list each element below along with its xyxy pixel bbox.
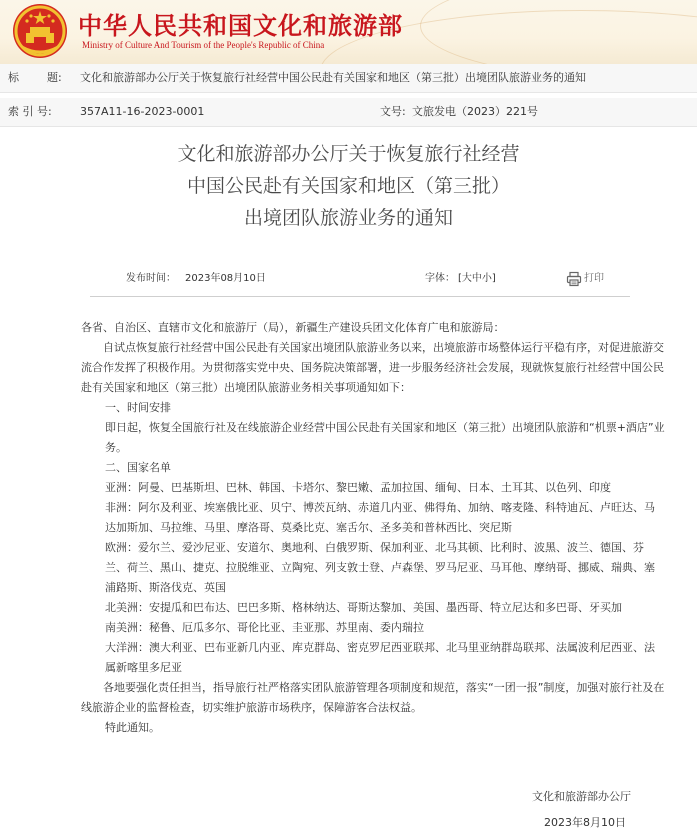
signature-org: 文化和旅游部办公厅	[532, 790, 631, 803]
site-header-banner	[0, 0, 697, 64]
section-time-text: 即日起，恢复全国旅行社及在线旅游企业经营中国公民赴有关国家和地区（第三批）出境团队旅游和“机票+酒店”业务。	[105, 421, 665, 454]
region-north-america: 北美洲：安提瓜和巴布达、巴巴多斯、格林纳达、哥斯达黎加、美国、墨西哥、特立尼达和多巴哥、牙买加	[105, 601, 622, 614]
print-label: 打印	[584, 273, 604, 284]
signature-date: 2023年8月10日	[544, 816, 626, 829]
article-title	[0, 138, 697, 234]
region-europe: 欧洲：爱尔兰、爱沙尼亚、安道尔、奥地利、白俄罗斯、保加利亚、北马其顿、比利时、波黑、波兰、德国、芬兰、荷兰、黑山、捷克、拉脱维亚、立陶宛、列支敦士登、卢森堡、罗马尼亚、马耳他、摩纳哥、挪威、瑞典、塞浦路斯、斯洛伐克、英国	[105, 541, 655, 594]
decorative-wave	[420, 0, 697, 64]
site-title[interactable]: 中华人民共和国文化和旅游部	[78, 11, 403, 40]
article-title-line: 中国公民赴有关国家和地区（第三批）	[186, 175, 510, 197]
greeting-paragraph: 各省、自治区、直辖市文化和旅游厅（局），新疆生产建设兵团文化体育广电和旅游局：	[81, 321, 505, 334]
special-notice: 特此通知。	[105, 721, 160, 734]
region-oceania: 大洋洲：澳大利亚、巴布亚新几内亚、库克群岛、密克罗尼西亚联邦、北马里亚纳群岛联邦、法属波利尼西亚、法属新喀里多尼亚	[105, 641, 655, 674]
intro-paragraph: 自试点恢复旅行社经营中国公民赴有关国家出境团队旅游业务以来，出境旅游市场整体运行平稳有序，对促进旅游交流合作发挥了积极作用。为贯彻落实党中央、国务院决策部署，进一步服务经济社会发展，现就恢复旅行社经营中国公民赴有关国家和地区（第三批）出境团队旅游业务相关事项通知如下：	[81, 341, 664, 394]
meta-index-row	[0, 98, 697, 127]
article-title-line: 文化和旅游部办公厅关于恢复旅行社经营	[177, 143, 520, 165]
region-africa: 非洲：阿尔及利亚、埃塞俄比亚、贝宁、博茨瓦纳、赤道几内亚、佛得角、加纳、喀麦隆、科特迪瓦、卢旺达、马达加斯加、马拉维、马里、摩洛哥、莫桑比克、塞舌尔、圣多美和普林西比、突尼斯	[105, 501, 655, 534]
national-emblem-icon[interactable]	[12, 3, 68, 59]
site-title-english: Ministry of Culture And Tourism of the People's Republic of China	[82, 40, 325, 50]
meta-docno-value: 文旅发电（2023）221号	[412, 105, 538, 118]
meta-title-value: 文化和旅游部办公厅关于恢复旅行社经营中国公民赴有关国家和地区（第三批）出境团队旅游业务的通知	[80, 71, 586, 84]
meta-title-row	[0, 64, 697, 93]
meta-docno-label: 文号:	[380, 105, 406, 118]
section-time-title: 一、时间安排	[105, 401, 171, 414]
printer-icon	[566, 271, 582, 287]
section-divider	[90, 296, 630, 297]
font-size-label: 字体：	[425, 273, 455, 284]
article-info-bar	[90, 266, 630, 292]
closing-paragraph: 各地要强化责任担当，指导旅行社严格落实团队旅游管理各项制度和规范，落实“一团一报”制度，加强对旅行社及在线旅游企业的监督检查，切实维护旅游市场秩序，保障游客合法权益。	[81, 681, 665, 714]
meta-index-value: 357A11-16-2023-0001	[80, 105, 205, 118]
section-countries-title: 二、国家名单	[105, 461, 171, 474]
region-south-america: 南美洲：秘鲁、厄瓜多尔、哥伦比亚、圭亚那、苏里南、委内瑞拉	[105, 621, 424, 634]
region-asia: 亚洲：阿曼、巴基斯坦、巴林、韩国、卡塔尔、黎巴嫩、孟加拉国、缅甸、日本、土耳其、以色列、印度	[105, 481, 611, 494]
publish-time-label: 发布时间：	[126, 273, 176, 284]
publish-date: 2023年08月10日	[185, 273, 266, 284]
article-title-line: 出境团队旅游业务的通知	[243, 207, 453, 229]
print-button[interactable]	[566, 266, 604, 292]
meta-index-label: 索 引 号:	[8, 105, 52, 118]
article-body	[81, 318, 665, 738]
meta-title-label: 标 题:	[8, 71, 62, 84]
font-size-selector[interactable]: [大中小]	[458, 273, 496, 284]
